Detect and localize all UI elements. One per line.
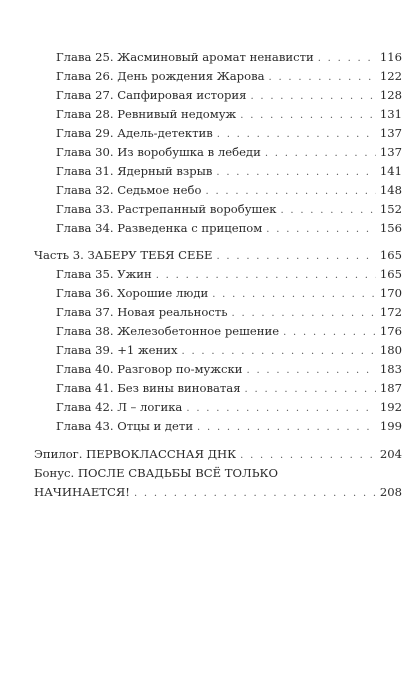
toc-entry: [56, 48, 402, 66]
dot-leader: [269, 69, 376, 87]
toc-entry-page: 170: [379, 286, 402, 300]
dot-leader: [182, 343, 376, 361]
toc-entry-label: Глава 34. Разведенка с прицепом: [56, 221, 263, 235]
toc-entry-label: Глава 29. Адель-детектив: [56, 126, 213, 140]
toc-entry-label: Глава 40. Разговор по-мужски: [56, 362, 243, 376]
toc-entry-label: Глава 32. Седьмое небо: [56, 183, 202, 197]
toc-entry-page: 137: [379, 145, 402, 159]
dot-leader: [247, 362, 376, 380]
toc-entry-page: 156: [379, 221, 402, 235]
dot-leader: [283, 324, 376, 342]
toc-entry: [56, 265, 402, 283]
toc-entry-label: Глава 36. Хорошие люди: [56, 286, 209, 300]
toc-entry-label: Глава 38. Железобетонное решение: [56, 324, 280, 338]
toc-entry: [56, 124, 402, 142]
dot-leader: [216, 248, 375, 266]
dot-leader: [205, 183, 375, 201]
toc-entry: [56, 360, 402, 378]
toc-bonus-label-line2: НАЧИНАЕТСЯ!: [34, 485, 130, 499]
toc-entry-page: 180: [379, 343, 402, 357]
toc-entry: [56, 86, 402, 104]
toc-entry-page: 172: [379, 305, 402, 319]
toc-entry-page: 131: [379, 107, 402, 121]
dot-leader: [156, 267, 376, 285]
toc-entry-page: 116: [379, 50, 402, 64]
dot-leader: [245, 381, 376, 399]
toc-entry: [56, 379, 402, 397]
toc-entry-label: Глава 41. Без вины виноватая: [56, 381, 241, 395]
toc-entry: [56, 417, 402, 435]
toc-entry-label: Глава 26. День рождения Жарова: [56, 69, 265, 83]
dot-leader: [212, 286, 376, 304]
toc-entry: [56, 143, 402, 161]
toc-entry-page: 148: [379, 183, 402, 197]
toc-entry-page: 122: [379, 69, 402, 83]
toc-entry-label: Глава 30. Из воробушка в лебеди: [56, 145, 261, 159]
toc-entry: [56, 219, 402, 237]
dot-leader: [186, 400, 376, 418]
toc-entry-label: Глава 27. Сапфировая история: [56, 88, 247, 102]
toc-bonus-page: 208: [379, 485, 402, 499]
toc-entry-page: 176: [379, 324, 402, 338]
toc-entry: [56, 162, 402, 180]
dot-leader: [266, 221, 376, 239]
toc-bonus: [34, 483, 402, 501]
toc-entry: [56, 181, 402, 199]
dot-leader: [216, 164, 375, 182]
toc-entry-label: Глава 39. +1 жених: [56, 343, 178, 357]
toc-entry-page: 199: [379, 419, 402, 433]
toc-entry: [56, 284, 402, 302]
toc-entry-page: 183: [379, 362, 402, 376]
toc-epilogue: [34, 445, 402, 463]
toc-entry-page: 137: [379, 126, 402, 140]
toc-entry-label: Глава 37. Новая реальность: [56, 305, 228, 319]
toc-part-heading: [34, 246, 402, 264]
toc-entry: [56, 67, 402, 85]
dot-leader: [217, 126, 376, 144]
toc-epilogue-page: 204: [379, 447, 402, 461]
toc-entry-label: Глава 43. Отцы и дети: [56, 419, 194, 433]
dot-leader: [250, 88, 375, 106]
dot-leader: [265, 145, 376, 163]
toc-entry-page: 192: [379, 400, 402, 414]
toc-entry: [56, 322, 402, 340]
toc-entry: [56, 341, 402, 359]
dot-leader: [240, 107, 376, 125]
toc-bonus-label-line1: Бонус. ПОСЛЕ СВАДЬБЫ ВСЁ ТОЛЬКО: [34, 466, 278, 480]
toc-entry: [56, 200, 402, 218]
dot-leader: [280, 202, 375, 220]
dot-leader: [318, 50, 376, 68]
toc-entry-page: 165: [379, 267, 402, 281]
toc-part-page: 165: [379, 248, 402, 262]
dot-leader: [134, 485, 376, 503]
toc-entry-label: Глава 35. Ужин: [56, 267, 152, 281]
toc-entry-label: Глава 33. Растрепанный воробушек: [56, 202, 277, 216]
toc-epilogue-label: Эпилог. ПЕРВОКЛАССНАЯ ДНК: [34, 447, 237, 461]
toc-entry-label: Глава 28. Ревнивый недомуж: [56, 107, 237, 121]
toc-entry: [56, 303, 402, 321]
dot-leader: [240, 447, 376, 465]
dot-leader: [232, 305, 376, 323]
dot-leader: [197, 419, 376, 437]
toc-entry-page: 187: [379, 381, 402, 395]
toc-part-label: Часть 3. ЗАБЕРУ ТЕБЯ СЕБЕ: [34, 248, 213, 262]
toc-entry-label: Глава 42. Л – логика: [56, 400, 183, 414]
toc-entry: [56, 105, 402, 123]
toc-entry: [56, 398, 402, 416]
toc-entry-page: 152: [379, 202, 402, 216]
toc-entry-label: Глава 31. Ядерный взрыв: [56, 164, 213, 178]
toc-entry-label: Глава 25. Жасминовый аромат ненависти: [56, 50, 314, 64]
toc-entry-page: 141: [379, 164, 402, 178]
toc-entry-page: 128: [379, 88, 402, 102]
